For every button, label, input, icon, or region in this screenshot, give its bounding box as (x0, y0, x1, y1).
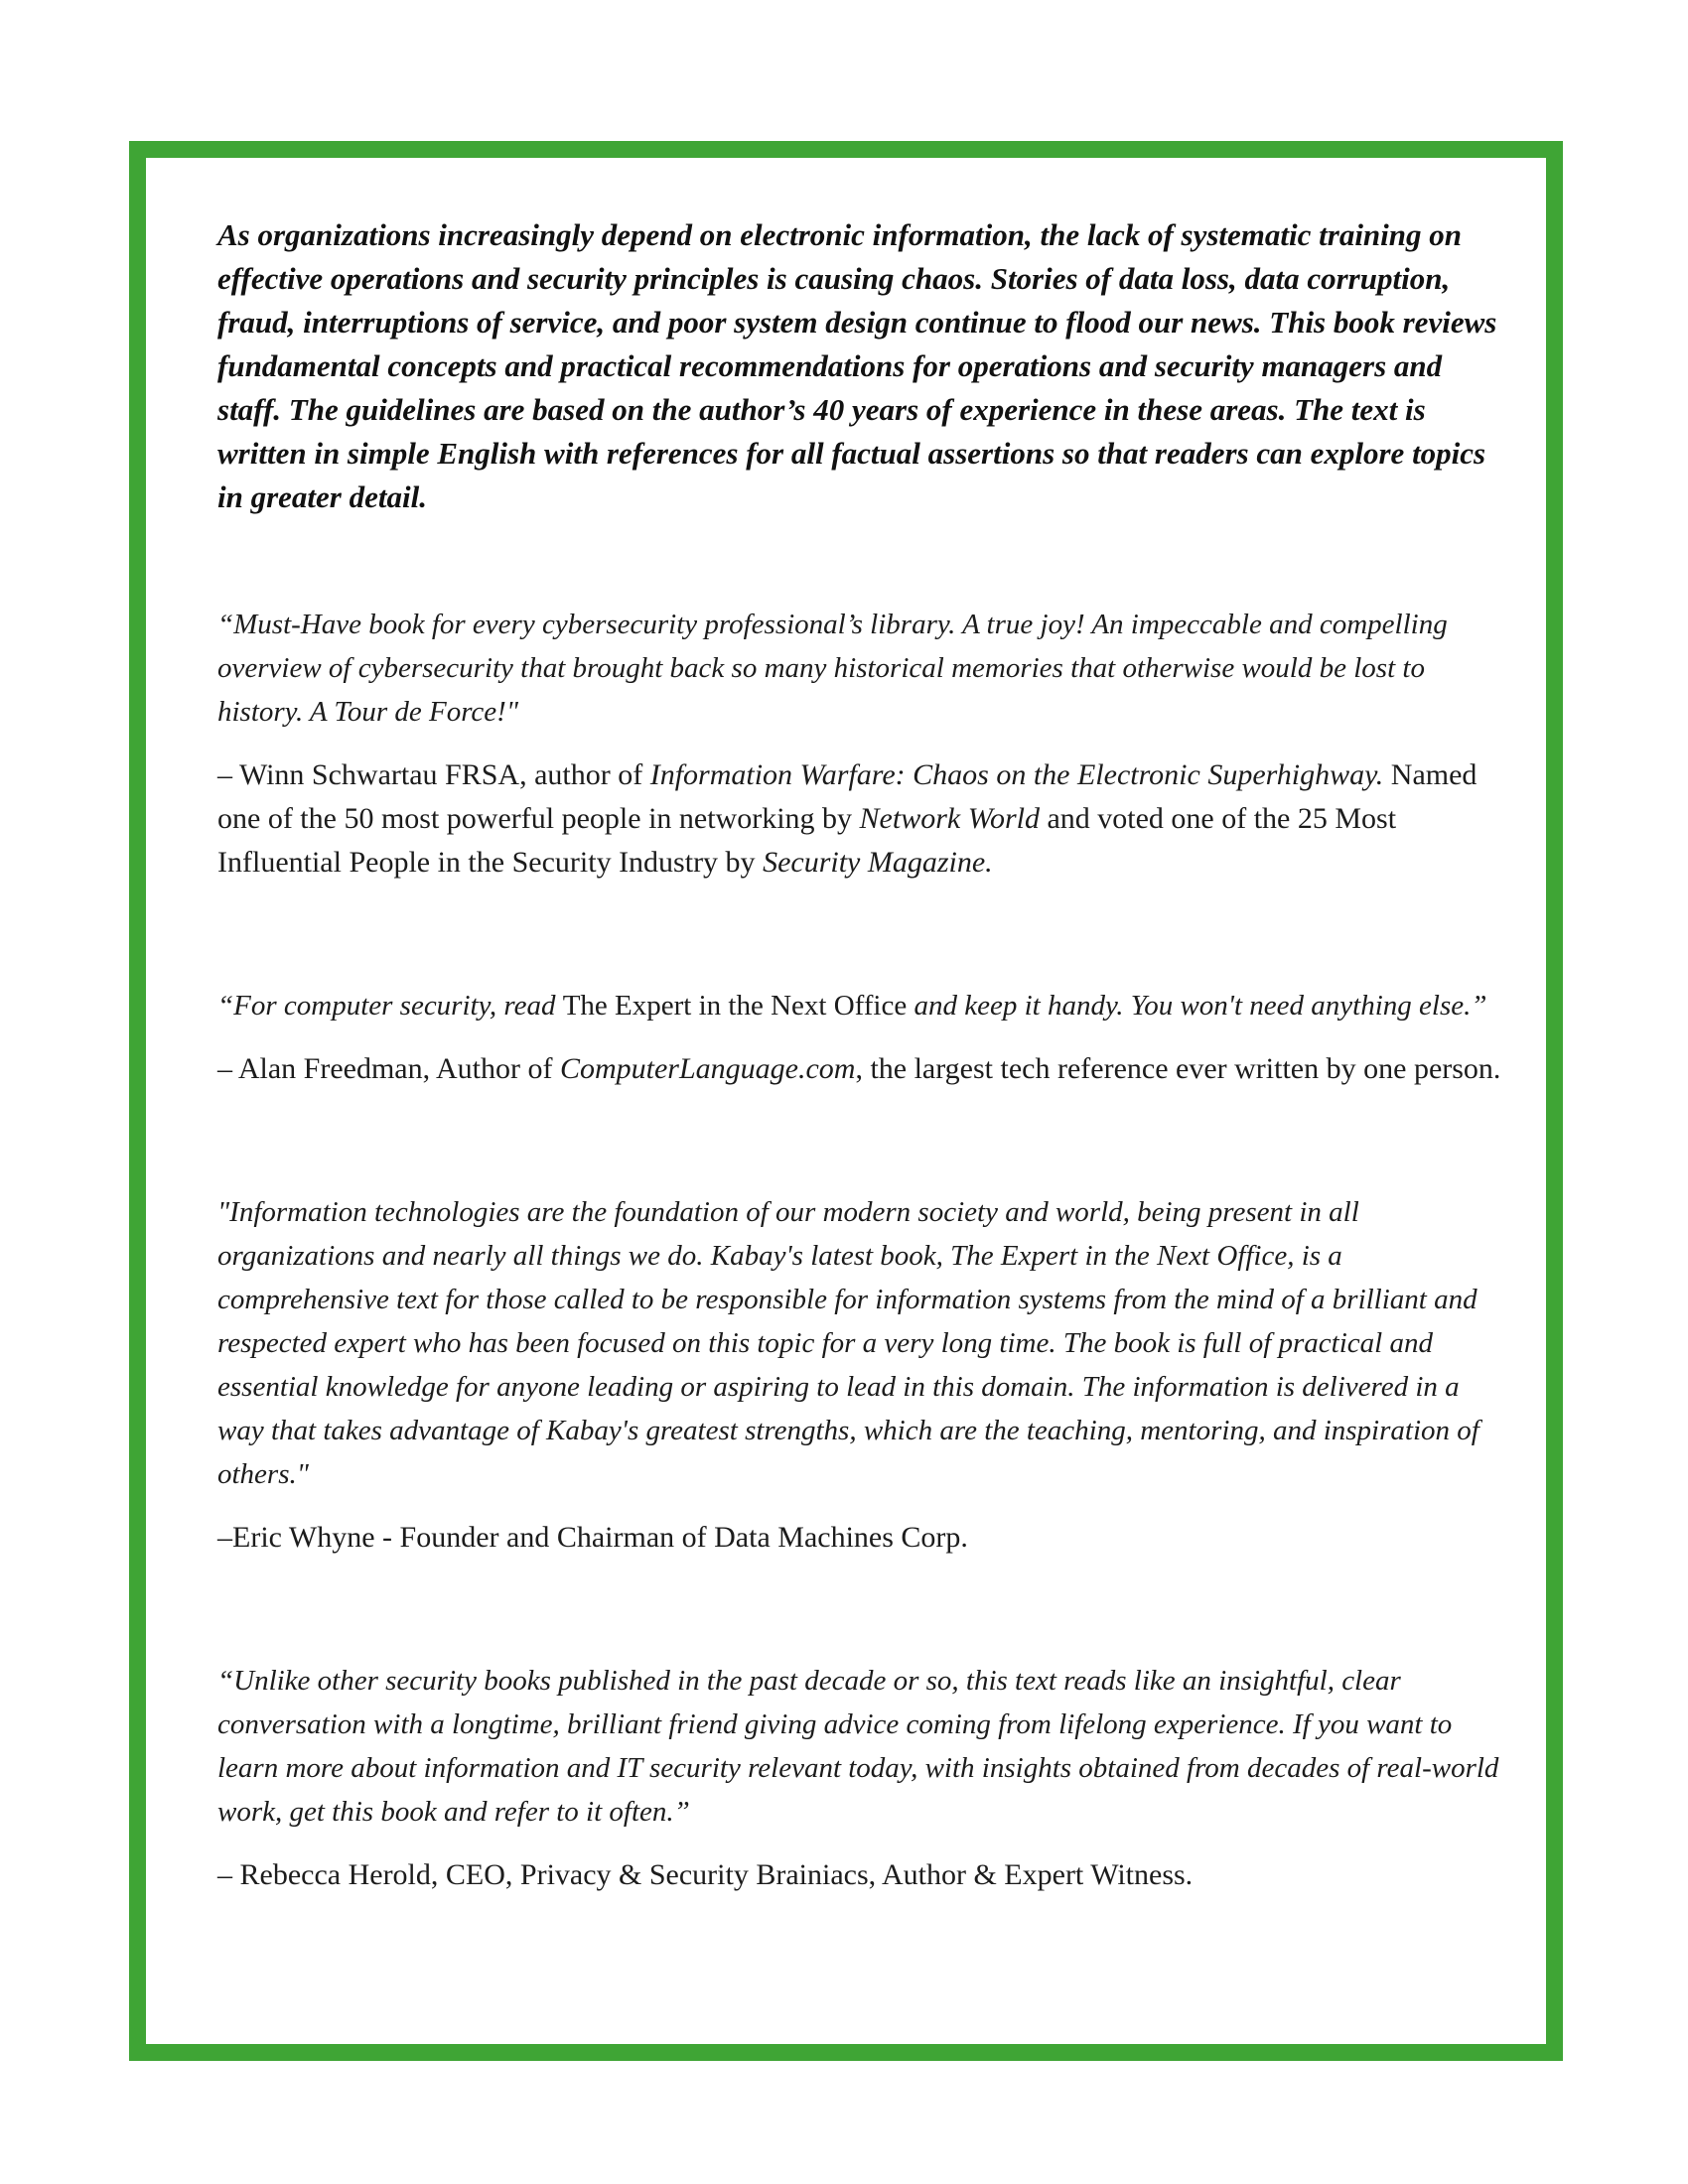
attribution-book-title: Information Warfare: Chaos on the Electronic Superhighway. (649, 758, 1384, 791)
book-description: As organizations increasingly depend on electronic information, the lack of systematic training on effective operations and security principles is causing chaos. Stories of data loss, data corruption, fraud, interruptions of service, and poor system design continue to flood our news. This book reviews fundamental concepts and practical recommendations for operations and security managers and staff. The guidelines are based on the author’s 40 years of experience in these areas. The text is written in simple English with references for all factual assertions so that readers can explore topics in greater detail. (217, 217, 1497, 514)
testimonial-quote: “Must-Have book for every cybersecurity professional’s library. A true joy! An impeccable and compelling overview of cybersecurity that brought back so many historical memories that otherwise would be lost to history. A Tour de Force!" (217, 609, 1448, 728)
attribution-prefix: – Winn Schwartau FRSA, author of (217, 758, 650, 791)
quote-text: “For computer security, read (217, 990, 563, 1022)
attribution-prefix: – Alan Freedman, Author of (217, 1052, 560, 1085)
testimonial-attribution (217, 753, 1508, 885)
testimonial-herold (217, 1659, 1508, 1897)
testimonial-freedman (217, 984, 1508, 1091)
testimonial-quote: “Unlike other security books published in the past decade or so, this text reads like an insightful, clear conversation with a longtime, brilliant friend giving advice coming from lifelong experience. If you want to learn more about information and IT security relevant today, with insights obtained from decades of real-world work, get this book and refer to it often.” (217, 1665, 1499, 1828)
attribution-publication: Security Magazine. (763, 846, 993, 879)
back-cover-content (217, 213, 1508, 1897)
testimonial-attribution (217, 1047, 1508, 1091)
attribution-publication: Network World (859, 802, 1040, 835)
testimonial-attribution: –Eric Whyne - Founder and Chairman of Data Machines Corp. (217, 1521, 968, 1554)
quote-text: and keep it handy. You won't need anything else.” (907, 990, 1487, 1022)
attribution-text: , the largest tech reference ever written by one person. (855, 1052, 1501, 1085)
attribution-text: Named one of the 50 most powerful people in networking by (217, 758, 1477, 835)
testimonial-schwartau (217, 603, 1508, 885)
testimonial-whyne (217, 1190, 1508, 1560)
testimonial-quote: "Information technologies are the foundation of our modern society and world, being present in all organizations and nearly all things we do. Kabay's latest book, The Expert in the Next Office, is a comprehensive text for those called to be responsible for information systems from the mind of a brilliant and respected expert who has been focused on this topic for a very long time. The book is full of practical and essential knowledge for anyone leading or aspiring to lead in this domain. The information is delivered in a way that takes advantage of Kabay's greatest strengths, which are the teaching, mentoring, and inspiration of others." (217, 1196, 1479, 1490)
attribution-text: and voted one of the 25 Most Influential People in the Security Industry by (217, 802, 1397, 879)
testimonial-attribution: – Rebecca Herold, CEO, Privacy & Security Brainiacs, Author & Expert Witness. (217, 1858, 1194, 1891)
quote-book-title: The Expert in the Next Office (562, 990, 908, 1022)
testimonial-quote (217, 984, 1508, 1027)
attribution-website: ComputerLanguage.com (559, 1052, 856, 1085)
green-border-frame (129, 141, 1563, 2061)
